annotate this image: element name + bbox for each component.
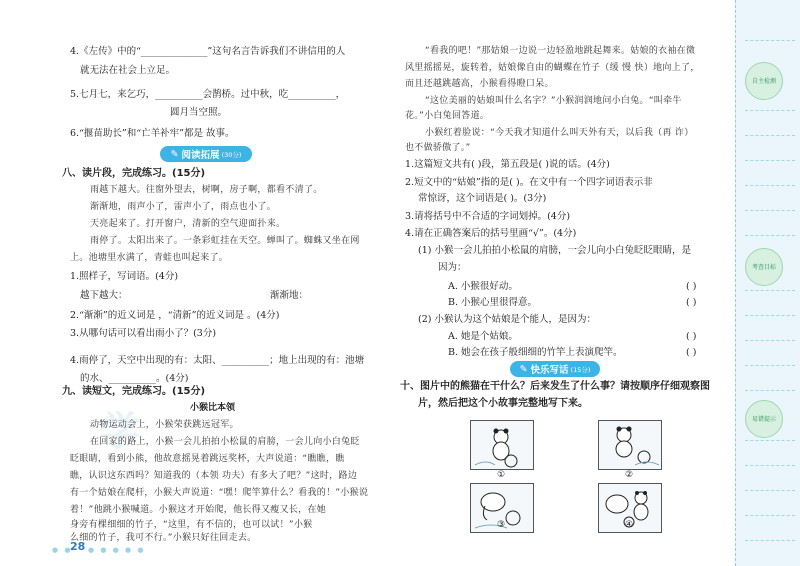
pencil-icon: ✎ xyxy=(519,363,528,375)
decorative-dots: ● ● ● ● ● xyxy=(88,546,146,554)
story-line: 着！”他跳小猴喊道。小猴这才开始爬，他长得又瘦又长，在她 xyxy=(70,505,327,515)
note-line xyxy=(745,160,795,161)
answer-paren[interactable]: ( ) xyxy=(686,347,697,358)
note-line xyxy=(745,290,795,291)
story-line: 瞧，认识这东西吗？知道我的（本领 功夫）有多大了吧？”这时，路边 xyxy=(70,471,358,481)
panda-picture-2 xyxy=(598,420,662,470)
question-9-1: 1.这篇短文共有( )段，第五段是( )说的话。(4分) xyxy=(405,159,610,170)
reading-banner-label: 阅读拓展 xyxy=(181,150,220,161)
watermark: 学 xyxy=(100,409,140,455)
story-line: 也不做骄傲了。” xyxy=(405,143,471,153)
note-line xyxy=(745,465,795,466)
sidebar-badge-tips: 易错提示 xyxy=(745,400,783,438)
passage-line: 雨越下越大。往窗外望去，树啊，房子啊，都看不清了。 xyxy=(90,185,323,195)
question-8-4-cont: 的水、__________。(4分) xyxy=(80,373,189,384)
example-label: 越下越大： xyxy=(80,290,128,301)
panda-ball-illustration xyxy=(471,421,533,469)
question-9-4-2: (2) 小猴认为这个姑娘是个能人，是因为： xyxy=(418,314,596,325)
writing-section-banner xyxy=(510,361,600,377)
story-line: 身旁有棵细细的竹子，“这里，有不信的，也可以试！”小猴 xyxy=(70,520,313,530)
note-line xyxy=(745,540,795,541)
story-line: 动物运动会上，小猴荣获跳远冠军。 xyxy=(90,420,239,430)
reading-banner-score: (30分) xyxy=(221,150,242,159)
question-9-4-1-cont: 因为： xyxy=(438,262,467,273)
story-line: “这位美丽的姑娘叫什么名字？”小猴润润地问小白兔。“叫牵牛 xyxy=(425,96,682,106)
reading-section-banner xyxy=(160,146,252,162)
answer-paren[interactable]: ( ) xyxy=(686,331,697,342)
note-line xyxy=(745,315,795,316)
book-icon: ✎ xyxy=(170,148,179,160)
panda-picture-1 xyxy=(470,420,534,470)
note-line xyxy=(745,340,795,341)
section-10-title: 十、图片中的熊猫在干什么？后来发生了什么事？请按顺序仔细观察图 xyxy=(400,381,710,392)
story-title: 小猴比本领 xyxy=(190,403,236,413)
option-b: B. 小猴心里很得意。 xyxy=(448,297,538,308)
option-a: A. 小猴很好动。 xyxy=(448,281,518,292)
passage-line: 渐渐地，雨声小了，雷声小了，雨点也小了。 xyxy=(90,202,277,212)
question-9-4: 4.请在正确答案后的括号里画“√”。(4分) xyxy=(405,228,577,239)
note-line xyxy=(745,135,795,136)
passage-line: 雨停了。太阳出来了。一条彩虹挂在天空。蝉叫了。蜘蛛又坐在网 xyxy=(90,236,360,246)
fill-question-5: 5.七月七，来乞巧，__________会鹊桥。过中秋，吃__________， xyxy=(70,89,346,100)
story-line: 么细的竹子，我可不行。”小猴只好往回走去。 xyxy=(70,533,257,543)
fill-question-4: 4.《左传》中的“______________”这句名言告诉我们不讲信用的人 xyxy=(70,46,346,57)
sidebar-badge-objective: 考查目标 xyxy=(745,248,783,286)
note-line xyxy=(745,110,795,111)
fill-question-6: 6.“揠苗助长”和“亡羊补牢”都是 故事。 xyxy=(70,128,235,139)
story-line: 风里摇摇晃，旋转着，姑娘像自由的蝴蝶在竹子（缓 慢 快）地向上了， xyxy=(405,63,700,73)
question-8-2: 2.“渐渐”的近义词是 ，“清新”的近义词是 。(4分) xyxy=(70,310,280,321)
fill-question-4-cont: 就无法在社会上立足。 xyxy=(80,65,176,76)
story-line: 小猴红着脸说：“今天我才知道什么叫天外有天，以后我（再 诈） xyxy=(425,128,694,138)
story-line: 花。”小白兔回答道。 xyxy=(405,111,490,121)
note-line xyxy=(745,365,795,366)
note-line xyxy=(745,440,795,441)
picture-number: ④ xyxy=(625,520,634,530)
question-9-4-1: (1) 小猴一会儿拍拍小松鼠的肩膀，一会儿向小白兔眨眨眼睛，是 xyxy=(418,245,691,256)
passage-line: 上。池塘里水满了，青蛙也叫起来了。 xyxy=(70,253,229,263)
option-b: B. 她会在孩子般细细的竹竿上表演爬竿。 xyxy=(448,347,623,358)
note-line xyxy=(745,490,795,491)
picture-number: ③ xyxy=(497,520,506,530)
story-line: “看我的吧！”那姑娘一边说一边轻盈地跳起舞来。姑娘的衣袖在微 xyxy=(425,46,696,56)
story-line: 有一个姑娘在爬杆，小猴大声说道：“嘿！爬竿算什么？看我的！”小猴说 xyxy=(70,488,369,498)
question-9-3: 3.请将括号中不合适的字词划掉。(4分) xyxy=(405,211,571,222)
question-9-2-cont: 常惊讶，这个词语是( )。(3分) xyxy=(418,193,547,204)
passage-line: 天亮起来了。打开窗户，清新的空气迎面扑来。 xyxy=(90,219,286,229)
panda-water-illustration xyxy=(599,421,661,469)
note-line xyxy=(745,185,795,186)
story-line: 而且还越跳越高，小猴看得瞪口呆。 xyxy=(405,79,554,89)
writing-banner-label: 快乐写话 xyxy=(530,365,569,376)
section-8-title: 八、读片段，完成练习。(15分) xyxy=(62,168,206,179)
note-line xyxy=(745,40,795,41)
question-8-1: 1.照样子，写词语。(4分) xyxy=(70,271,179,282)
story-line: 眨眼睛，看到小熊，他故意摇晃着跳远奖杯，大声说道：“瞧瞧，瞧 xyxy=(70,454,345,464)
section-10-title-cont: 片，然后把这个小故事完整地写下来。 xyxy=(418,398,588,409)
option-a: A. 她是个姑娘。 xyxy=(448,331,518,342)
writing-banner-score: (15分) xyxy=(570,365,591,374)
section-9-title: 九、读短文，完成练习。(15分) xyxy=(62,386,206,397)
example-label: 渐渐地： xyxy=(270,290,309,301)
question-9-2: 2.短文中的“姑娘”指的是( )。在文中有一个四字词语表示非 xyxy=(405,177,653,188)
question-8-3: 3.从哪句话可以看出雨小了？(3分) xyxy=(70,328,217,339)
story-line: 在回家的路上，小猴一会儿拍拍小松鼠的肩膀，一会儿向小白兔眨 xyxy=(90,437,360,447)
page-number: 28 xyxy=(70,540,86,553)
note-line xyxy=(745,235,795,236)
sidebar-badge-self-check: 自主检测 xyxy=(745,62,783,100)
fill-question-5-cont: 圆月当空照。 xyxy=(170,107,228,118)
picture-number: ② xyxy=(625,470,634,480)
answer-paren[interactable]: ( ) xyxy=(686,281,697,292)
picture-number: ① xyxy=(497,470,506,480)
decorative-dots: ● ● xyxy=(52,546,73,554)
answer-paren[interactable]: ( ) xyxy=(686,297,697,308)
note-line xyxy=(745,210,795,211)
note-line xyxy=(745,515,795,516)
note-line xyxy=(745,390,795,391)
question-8-4: 4.雨停了，天空中出现的有：太阳、__________；地上出现的有：池塘 xyxy=(70,355,365,366)
